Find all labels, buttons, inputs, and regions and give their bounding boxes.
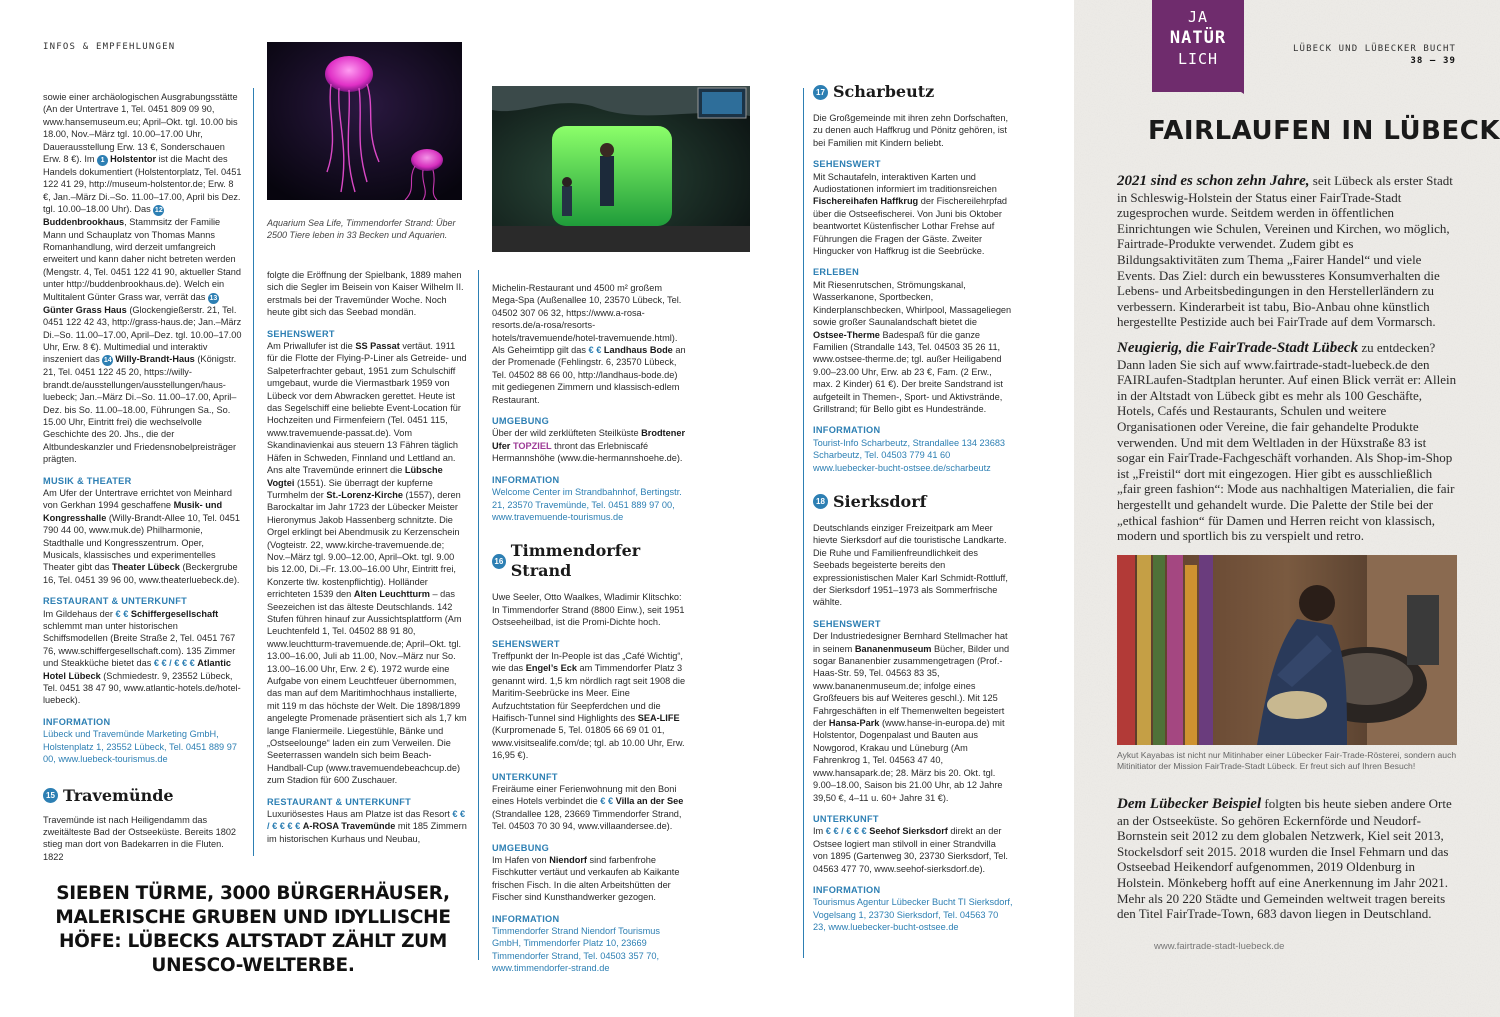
price-badge: € € (588, 345, 602, 356)
paragraph-spielbank: folgte die Eröffnung der Spielbank, 1889 mahen sich die Segler im Beisein von Kaiser Wilhelm II. erstmals bei der Travemünder Woche. Noch heute gibt sich das Seebad mondän. (267, 270, 464, 318)
info-scharbeutz[interactable]: Tourist-Info Scharbeutz, Strandallee 134 23683 Scharbeutz, Tel. 04503 779 41 60 www.luebecker-bucht-ostsee.de/scharbeutz (813, 437, 1006, 473)
paragraph-arosa: Luxuriösestes Haus am Platze ist das Resort € € / € € € € A-ROSA Travemünde mit 185 Zimmern im historischen Kurhaus und Neubau, (267, 809, 467, 844)
jellyfish-image (267, 42, 462, 200)
heading-information: INFORMATION (43, 716, 111, 727)
place-holstentor: Holstentor (110, 154, 157, 165)
price-badge: € € / € € € (153, 658, 195, 669)
fairtrade-url-link[interactable]: www.fairtrade-stadt-luebeck.de (1154, 941, 1285, 952)
section-heading-travemuende: 15 Travemünde (43, 786, 243, 806)
column-rule (478, 270, 479, 960)
paragraph-sehenswert-timmendorf: Treffpunkt der In-People ist das „Café Wichtig“, wie das Engel’s Eck am Timmendorfer Platz 3 genannt wird. 1,5 km nördlich ragt seit 1908 die Maritim-Seebrücke ins Meer. Eine Aufzuchtstation für Seepferdchen und die Haifisch-Tunnel sind Highlights des SEA-LIFE (Kurpromenade 5, Tel. 01805 66 69 01 01, www.visitsealife.com/de; tgl. ab 10.00 Uhr, Erw. 16,95 €). (492, 650, 686, 761)
place-grass-haus: Günter Grass Haus (43, 304, 127, 315)
marker-12-icon: 12 (154, 207, 163, 215)
heading-musik-theater: MUSIK & THEATER (43, 475, 132, 486)
aquarium-photo (492, 86, 750, 252)
running-head-right: LÜBECK UND LÜBECKER BUCHT 38 – 39 (1293, 44, 1456, 66)
caption-aquarium: Aquarium Sea Life, Timmendorfer Strand: Über 2500 Tiere leben in 33 Becken und Aquarien. (267, 218, 456, 240)
panel-paragraph-2: Neugierig, die FairTrade-Stadt Lübeck zu entdecken? Dann laden Sie sich auf www.fairtrade-stadt-luebeck.de den FAIRLaufen-Stadtplan herunter. Auf einen Blick verrät er: Allein in der Altstadt von Lübeck gibt es mehr als 100 Geschäfte, Hotels, Cafés und Restaurants, Schulen und weitere Organisationen oder Vereine, die fair gehandelte Produkte verwenden. Und mit dem Weltladen in der Hüxstraße 83 ist sogar ein FairTrade-Fachgeschäft vorhanden. Als Shop-im-Shop ist „Freistil“ dort mit eingezogen. Hier gibt es ausschließlich „fair green fashion“: Mode aus nachhaltigen Materialien, die fair hergestellt und gehandelt wurde. Die Palette der Stile bei der „ethical fashion“ für Damen und Herren reicht von klassisch, modern und sportlich bis zu verspielt und retro. (1117, 340, 1457, 544)
paragraph-therme: Mit Riesenrutschen, Strömungskanal, Wasserkanone, Sportbecken, Kinderplanschbecken, Whirlpool, Massageliegen sowie großer Saunalandschaft bietet die Ostsee-Therme Badespaß für die ganze Familien (Strandalle 143, Tel. 04503 35 26 11, www.ostsee-therme.de; tgl. außer Heiligabend 9.00–23.00 Uhr, Erw. ab 23 €, Fam. (2 Erw., max. 2 Kinder) 61 €). Der breite Sandstrand ist aufgeteilt in Themen-, Sport- und Aktivstrände, Grillstrand; für Bello gibt es Hundestrände. (813, 279, 1012, 414)
marker-1-icon: 1 (97, 155, 108, 166)
paragraph-timmendorf-intro: Uwe Seeler, Otto Waalkes, Wladimir Klitschko: In Timmendorfer Strand (8800 Einw.), seit 1951 Ostseeheilbad, ist die Promi-Dichte hoch. (492, 592, 685, 628)
paragraph-museums: sowie einer archäologischen Ausgrabungsstätte (An der Untertrave 1, Tel. 0451 809 09 90, www.hansemuseum.eu; April–Okt. tgl. 10.00 bis 18.00, Nov.–März tgl. 10.00–17.00 Uhr, Dauerausstellung Erw. 13 €, Sonderschauen Erw. 8 €). Im 1 Holstentor ist die Macht des Handels dokumentiert (Holstentorplatz, Tel. 0451 122 41 29, http://museum-holstentor.de; Erw. 8 €, Jan.–März Di.–So. 11.00–17.00, April bis Dez. tgl. 10.00–18.00 Uhr). Das 12Buddenbrookhaus, Stammsitz der Familie Mann und Schauplatz von Thomas Manns Romanhandlung, wird derzeit umfangreich erweitert und kann daher nicht betreten werden (Mengstr. 4, Tel. 0451 122 41 90, aktueller Stand unter http://buddenbrookhaus.de). Welch ein Multitalent Günter Grass war, verrät das 13Günter Grass Haus (Glockengießerstr. 21, Tel. 0451 122 42 43, http://grass-haus.de; Jan.–März Di.–So. 11.00–17.00, April–Dez. tgl. 10.00–17.00 Uhr, Erw. 8 €). Multimedial und interaktiv inszeniert das 14 Willy-Brandt-Haus (Königstr. 21, Tel. 0451 122 45 20, https://willy-brandt.de/ausstellungen/ausstellungen/haus-luebeck; Jan.–März Di.–So. 11.00–17.00, April–Dez. bis So. 11.00–18.00, Führungen Sa., So. 15.00 Uhr, Eintritt frei) die wechselvolle Geschichte des 20. Jhs., die der Altbundeskanzler und Friedensnobelpreisträger prägten. (43, 92, 242, 465)
panel-paragraph-3: Dem Lübecker Beispiel folgten bis heute sieben andere Orte an der Ostseeküste. So gehören Eckernförde und Neudorf-Bornstein seit 2012 zu dem globalen Netzwerk, Kiel seit 2013, Stockelsdorf seit 2015. 2018 wurden die Insel Fehmarn und das Ostseebad Heikendorf aufgenommen, 2019 Oldenburg in Holstein. Mönkeberg hofft auf eine Anerkennung im Jahr 2021. Mehr als 20 220 Städte und Gemeinden weltweit tragen bereits den Titel FairTrade-Town, 683 davon liegen in Deutschland. (1117, 796, 1452, 922)
price-badge: € € / € € € € (267, 809, 466, 832)
page-numbers: 38 – 39 (1410, 56, 1456, 66)
badge-line-3: LICH (1177, 50, 1219, 68)
paragraph-musik: Am Ufer der Untertrave errichtet von Meinhard von Gerkhan 1994 geschaffene Musik- und Kongresshalle (Willy-Brandt-Allee 10, Tel. 0451 790 44 00, www.muk.de) Philharmonie, Stadthalle und Kongresszentrum. Oper, Musicals, klassisches und experimentelles Theater gibt das Theater Lübeck (Beckergrube 16, Tel. 0451 39 96 00, www.theaterluebeck.de). (43, 487, 240, 585)
aquarium-image (492, 86, 750, 252)
paragraph-villa: Freiräume einer Ferienwohnung mit den Boni eines Hotels verbindet die € € Villa an der See (Strandallee 128, 23669 Timmendorfer Strand, Tel. 04503 70 30 94, www.villaandersee.de). (492, 784, 684, 832)
roaster-caption: Aykut Kayabas ist nicht nur Mitinhaber einer Lübecker Fair-Trade-Rösterei, sondern auch Mitinitiator der Mission FairTrade-Stadt Lübeck. Er freut sich auf Ihren Besuch! (1117, 750, 1457, 771)
paragraph-scharbeutz-intro: Die Großgemeinde mit ihren zehn Dorfschaften, zu denen auch Haffkrug und Pönitz gehören, ist bei Familien mit Kindern beliebt. (813, 113, 1009, 148)
heading-umgebung: UMGEBUNG (492, 842, 550, 853)
heading-erleben: ERLEBEN (813, 267, 860, 278)
column-4 (813, 82, 1013, 934)
place-buddenbrookhaus: Buddenbrookhaus (43, 217, 125, 228)
jellyfish-photo (267, 42, 462, 200)
info-timmendorf[interactable]: Timmendorfer Strand Niendorf Tourismus GmbH, Timmendorfer Platz 10, 23669 Timmendorfer Strand, Tel. 04503 357 70, www.timmendorfer-strand.de (492, 926, 660, 974)
column-3 (492, 282, 690, 975)
column-1 (43, 91, 243, 863)
heading-restaurant-unterkunft: RESTAURANT & UNTERKUNFT (267, 796, 412, 807)
roaster-photo (1117, 555, 1457, 745)
heading-umgebung: UMGEBUNG (492, 416, 550, 427)
section-heading-scharbeutz: 17 Scharbeutz (813, 82, 1013, 102)
paragraph-sierksdorf-intro: Deutschlands einziger Freizeitpark am Meer hievte Sierksdorf auf die touristische Landkarte. Die Ruhe und Familienfreundlichkeit des Seebads begeisterte bereits den expressionistischen Maler Karl Schmidt-Rottluff, der Sierksdorf 1951–1973 als Sommerfrische wählte. (813, 522, 1008, 608)
badge-line-2: NATÜR (1169, 28, 1227, 48)
section-heading-sierksdorf: 18 Sierksdorf (813, 492, 1013, 512)
info-travemuende[interactable]: Welcome Center im Strandbahnhof, Bertingstr. 21, 23570 Travemünde, Tel. 0451 889 97 00, www.travemuende-tourismus.de (492, 487, 682, 522)
info-luebeck[interactable]: Lübeck und Travemünde Marketing GmbH, Holstenplatz 1, 23552 Lübeck, Tel. 0451 889 97 00, www.luebeck-tourismus.de (43, 729, 237, 765)
panel-paragraph-1: 2021 sind es schon zehn Jahre, seit Lübeck als erster Stadt in Schleswig-Holstein der Status einer FairTrade-Stadt zugesprochen wurde. Seitdem werden in öffentlichen Einrichtungen wie Schulen, Vereinen und Kirchen, wo möglich, Fairtrade-Produkte verwendet. Zudem gibt es Bildungsaktivitäten zum Thema „Fairer Handel“ und viele Events. Das Ziel: durch ein bewussteres Konsumverhalten die Lebens- und Arbeitsbedingungen in den Herstellerländern zu verbessern. Kinderarbeit ist tabu, Bio-Anbau ohne künstlich hergestellte Pestizide auch bei FairTrade auf dem Vormarsch. (1117, 173, 1453, 330)
info-sierksdorf[interactable]: Tourismus Agentur Lübecker Bucht TI Sierksdorf, Vogelsang 1, 23730 Sierksdorf, Tel. 04563 70 23, www.luebecker-bucht-ostsee.de (813, 897, 1013, 933)
heading-sehenswert: SEHENSWERT (267, 328, 335, 339)
paragraph-sehenswert-travemuende: Am Priwallufer ist die SS Passat vertäut. 1911 für die Flotte der Flying-P-Liner als Getreide- und Salpeterfrachter gebaut, 1951 zum Schulschiff umgebaut, wurde die Viermastbark 1959 von Lübeck vor dem Abwracken gerettet. Heute ist das Segelschiff eine beliebte Event-Location für Hochzeiten und Firmenfeiern (Tel. 0451 115, www.travemuende-passat.de). Vom Skandinavienkai aus steuern 13 Fähren täglich Häfen in Schweden, Finnland und Lettland an. Ans alte Travemünde erinnert die Lübsche Vogtei (1551). Sie überragt der kupferne Turmhelm der St.-Lorenz-Kirche (1557), deren Barockaltar im Jahr 1723 der Lübecker Meister Hieronymus Jakob Hassenberg schnitzte. Die Orgel erklingt bei Abendmusik zu Kerzenschein (Vogteistr. 22, www.kirche-travemuende.de; Nov.–März tgl. 9.00–12.00, April–Okt. tgl. 9.00 bis 12.00, Di.–Fr. 13.00–16.00 Uhr, Eintritt frei, Konzerte tlw. kostenpflichtig). Holländer errichteten 1539 den Alten Leuchtturm – das Seezeichen ist das älteste Deutschlands. 142 Stufen führen hinauf zur Aussichtsplattform (Am Leuchtenfeld 1, Tel. 04502 88 91 80, www.leuchtturm-travemuende.de; April–Okt. tgl. 13.00–16.00, Juli ab 11.00, Nov.–März nur So. 13.00–16.00 Uhr, Erw. 2 €). 1972 wurde eine Aufgabe von einem Leuchtfeuer übernommen, das man auf dem Maritimhochhaus installierte, mit 119 m das höchste der Welt. Die 1898/1899 angelegte Promenade präsentiert sich als 1,7 km lange Flaniermeile. Liegestühle, Bänke und „Ostseelounge“ laden ein zum Verweilen. Die Seeterrassen wandeln sich beim Beach-Handball-Cup (www.travemuendebeachcup.de) zum Stadion für 600 Zuschauer. (267, 341, 467, 786)
running-head-left: INFOS & EMPFEHLUNGEN (43, 42, 176, 52)
paragraph-spa: Michelin-Restaurant und 4500 m² großem Mega-Spa (Außenallee 10, 23570 Lübeck, Tel. 04502 307 06 32, https://www.a-rosa-resorts.de/a-rosa/resorts-hotels/travemuende/hotel-travemuende.html). Als Geheimtipp gilt das € € Landhaus Bode an der Promenade (Fehlingstr. 6, 23570 Lübeck, Tel. 04502 88 66 00, http://landhaus-bode.de) mit gediegenen Zimmern und klassisch-edlem Restaurant. (492, 283, 686, 405)
topziel-badge: TOPZIEL (512, 440, 552, 451)
heading-sehenswert: SEHENSWERT (813, 159, 881, 170)
section-heading-timmendorfer-strand: 16 Timmendorfer Strand (492, 541, 690, 581)
paragraph-brodten: Über der wild zerklüfteten Steilküste Brodtener Ufer TOPZIEL thront das Erlebniscafé Hermannshöhe (www.die-hermannshoehe.de). (492, 428, 686, 464)
heading-information: INFORMATION (492, 474, 560, 485)
pull-quote: SIEBEN TÜRME, 3000 BÜRGERHÄUSER, MALERISCHE GRUBEN UND IDYLLISCHE HÖFE: LÜBECKS ALTSTADT ZÄHLT ZUM UNESCO-WELTERBE. (55, 883, 451, 976)
price-badge: € € (115, 608, 129, 619)
marker-17-icon: 17 (813, 85, 828, 100)
paragraph-niendorf: Im Hafen von Niendorf sind farbenfrohe Fischkutter vertäut und verkaufen ab Kaikante frischen Fisch. In die alten Arbeitshütten der Fischer sind Kunsthandwerker gezogen. (492, 855, 680, 903)
marker-13-icon: 13 (209, 294, 218, 302)
heading-information: INFORMATION (813, 884, 881, 895)
panel-title: FAIRLAUFEN IN LÜBECK (1148, 116, 1500, 146)
place-brandt-haus: Willy-Brandt-Haus (115, 354, 195, 365)
heading-unterkunft: UNTERKUNFT (813, 813, 879, 824)
badge-notch (1152, 80, 1244, 94)
paragraph-haffkrug: Mit Schautafeln, interaktiven Karten und Audiostationen informiert im traditionsreichen Fischereihafen Haffkrug der Fischereilehrpfad über die Ostseefischerei. Von Juni bis Oktober beantwortet Küstenfischer Lothar Frehse auf Führungen die Fragen der Gäste. Zweiter Hingucker von Haffkrug ist die Seebrücke. (813, 171, 1008, 257)
marker-15-icon: 15 (43, 788, 58, 803)
heading-unterkunft: UNTERKUNFT (492, 771, 558, 782)
paragraph-bananenmuseum: Der Industriedesigner Bernhard Stellmacher hat in seinem Bananenmuseum Bücher, Bilder und sogar Bananenbier zusammengetragen (Prof.-Haas-Str. 59, Tel. 04563 83 35, www.bananenmuseum.de; infolge eines Großfeuers bis auf Weiteres geschl.). Mit 125 Fahrgeschäften in elf Themenwelten begeistert der Hansa-Park (www.hanse-in-europa.de) mit Holstentor, Dogenpalast und Bauten aus Nowgorod, Krakau und Lüneburg (Am Fahrenkrog 1, Tel. 04563 47 40, www.hansapark.de; 28. März bis 20. Okt. tgl. 9.00–18.00, Saison bis 21.00 Uhr, ab 12 Jahre 39,50 €, 4–11 u. 60+ Jahre 31 €). (813, 631, 1010, 803)
heading-information: INFORMATION (813, 425, 881, 436)
marker-14-icon: 14 (103, 357, 112, 365)
heading-sehenswert: SEHENSWERT (492, 638, 560, 649)
heading-sehenswert: SEHENSWERT (813, 618, 881, 629)
marker-16-icon: 16 (492, 554, 506, 569)
column-rule (803, 88, 804, 958)
paragraph-seehof: Im € € / € € € Seehof Sierksdorf direkt an der Ostsee logiert man stilvoll in einer Strandvilla von 1895 (Gartenweg 30, 23730 Sierksdorf, Tel. 04563 477 70, www.seehof-sierksdorf.de). (813, 826, 1008, 874)
column-rule (253, 88, 254, 856)
price-badge: € € (600, 796, 614, 807)
paragraph-restaurant: Im Gildehaus der € € Schiffergesellschaft schlemmt man unter historischen Schiffsmodellen (Breite Straße 2, Tel. 0451 767 76, www.schiffergesellschaft.com). 135 Zimmer und Steakküche bietet das € € / € € € Atlantic Hotel Lübeck (Schmiedestr. 9, 23552 Lübeck, Tel. 0451 38 47 90, www.atlantic-hotels.de/hotel-luebeck). (43, 608, 241, 706)
column-2 (267, 269, 467, 845)
price-badge: € € / € € € (825, 826, 867, 837)
paragraph-travemuende-intro: Travemünde ist nach Heiligendamm das zweitälteste Bad der Ostseeküste. Bereits 1802 stieg man dort von Badekarren in die Fluten. 1822 (43, 814, 237, 862)
heading-restaurant-unterkunft: RESTAURANT & UNTERKUNFT (43, 596, 188, 607)
fairtrade-panel (1074, 0, 1500, 1017)
badge-line-1: JA (1187, 8, 1209, 26)
heading-information: INFORMATION (492, 913, 560, 924)
marker-18-icon: 18 (813, 494, 828, 509)
coffee-roaster-image (1117, 555, 1457, 745)
